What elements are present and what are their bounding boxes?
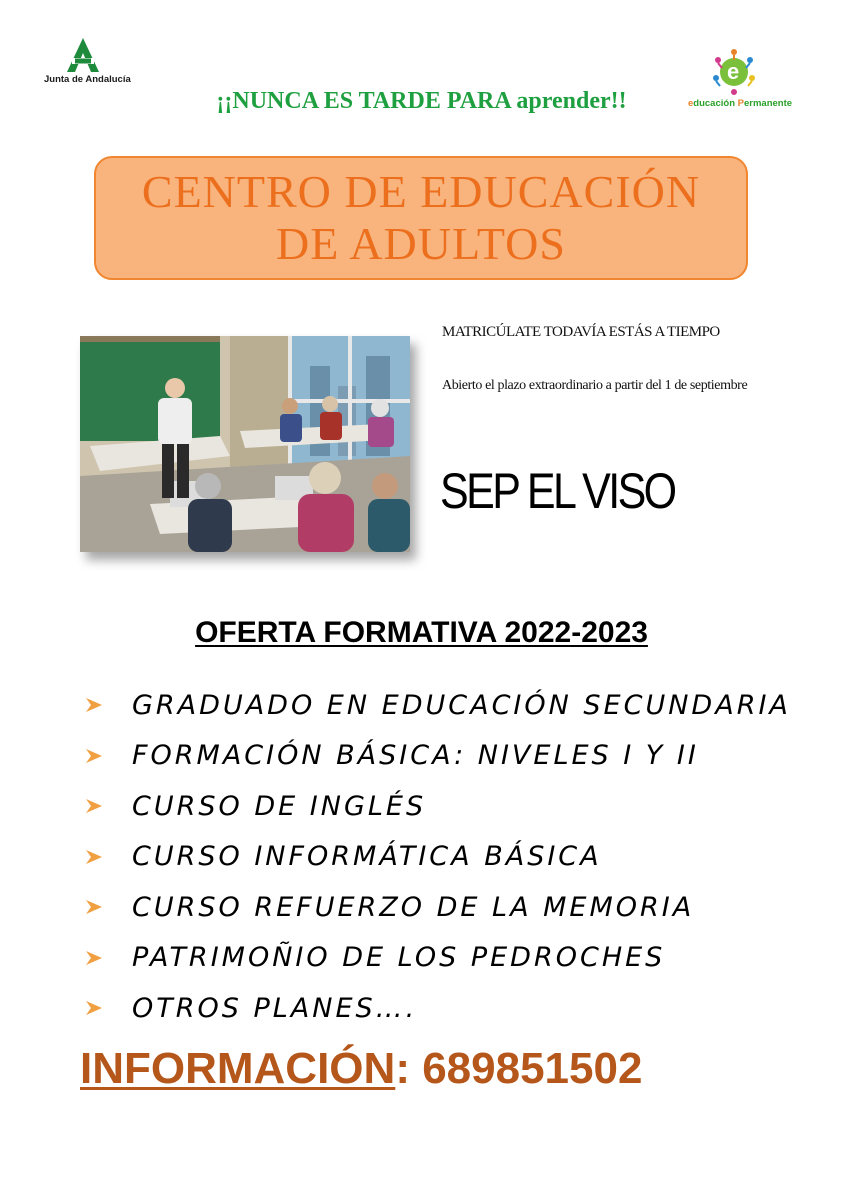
- classroom-illustration: [80, 336, 410, 552]
- course-name: CURSO REFUERZO DE LA MEMORIA: [132, 891, 695, 923]
- list-item: [80, 882, 791, 933]
- course-name: CURSO DE INGLÉS: [132, 790, 427, 822]
- orange-arrow-bullet-icon: [80, 993, 132, 1023]
- ep-logo-text: [688, 98, 792, 109]
- orange-arrow-bullet-icon: [80, 842, 132, 872]
- classroom-image: [80, 336, 410, 552]
- orange-arrow-bullet-icon: [80, 892, 132, 922]
- title-line-1: CENTRO DE EDUCACIÓN: [141, 166, 701, 217]
- junta-andalucia-logo: [40, 38, 140, 88]
- contact-separator: :: [395, 1044, 410, 1093]
- enrollment-period: Abierto el plazo extraordinario a partir del 1 de septiembre: [442, 378, 748, 393]
- list-item: [80, 781, 791, 832]
- location-title: SEP EL VISO: [440, 463, 675, 519]
- orange-arrow-bullet-icon: [80, 791, 132, 821]
- orange-arrow-bullet-icon: [80, 690, 132, 720]
- people-circle-icon: [688, 46, 798, 98]
- course-name: PATRIMOÑIO DE LOS PEDROCHES: [132, 942, 666, 974]
- course-list: [80, 680, 791, 1034]
- ep-logo-word-1: ducación: [693, 98, 735, 109]
- course-name: FORMACIÓN BÁSICA: NIVELES I Y II: [132, 740, 699, 772]
- enroll-notice: MATRICÚLATE TODAVÍA ESTÁS A TIEMPO: [442, 324, 720, 340]
- orange-arrow-bullet-icon: [80, 943, 132, 973]
- junta-a-icon: [62, 38, 104, 72]
- ep-initial-p: P: [737, 98, 744, 109]
- offer-heading: [0, 616, 843, 650]
- course-name: GRADUADO EN EDUCACIÓN SECUNDARIA: [132, 689, 791, 721]
- course-name: CURSO INFORMÁTICA BÁSICA: [132, 841, 602, 873]
- contact-phone[interactable]: 689851502: [422, 1044, 643, 1093]
- orange-arrow-bullet-icon: [80, 741, 132, 771]
- list-item: [80, 983, 791, 1034]
- slogan: ¡¡NUNCA ES TARDE PARA aprender!!: [216, 88, 627, 114]
- list-item: [80, 933, 791, 984]
- list-item: [80, 680, 791, 731]
- junta-logo-text: Junta de Andalucía: [44, 74, 131, 85]
- ep-initial-e: e: [688, 98, 694, 109]
- list-item: [80, 731, 791, 782]
- list-item: [80, 832, 791, 883]
- title-line-2: DE ADULTOS: [276, 218, 566, 269]
- title-box: [94, 156, 748, 280]
- course-name: OTROS PLANES….: [132, 992, 418, 1024]
- svg-text:e: e: [727, 59, 740, 84]
- educacion-permanente-logo: [688, 46, 798, 116]
- contact-label: INFORMACIÓN: [80, 1044, 396, 1093]
- contact-info: [80, 1044, 642, 1094]
- ep-logo-word-2: ermanente: [743, 98, 793, 109]
- offer-heading-text: OFERTA FORMATIVA 2022-2023: [195, 616, 648, 649]
